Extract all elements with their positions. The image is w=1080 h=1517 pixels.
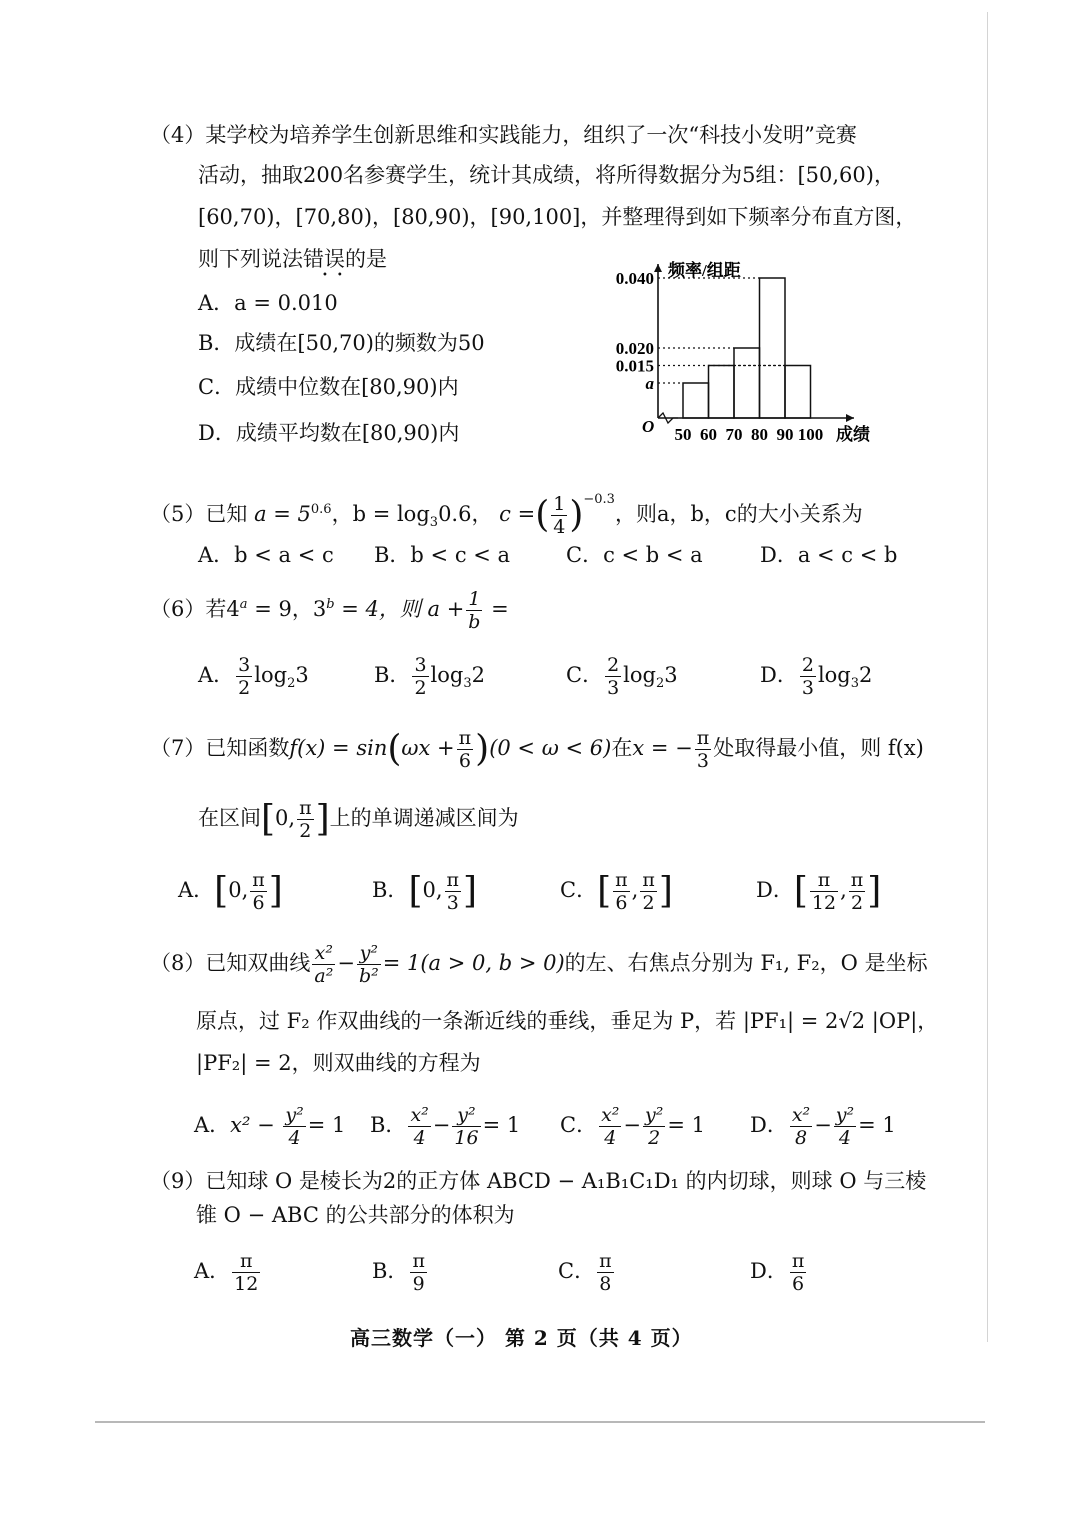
x-tick-label: 50: [674, 425, 692, 444]
fraction-numerator: y²: [285, 1104, 304, 1126]
q7-option-d: [756, 862, 881, 920]
fraction-numerator: π: [615, 869, 628, 891]
log-base: 2: [655, 676, 665, 692]
emphasis-dots: ••: [322, 270, 352, 281]
fraction-numerator: y²: [452, 1104, 480, 1127]
q8-stem-line-2: 原点，过 F₂ 作双曲线的一条渐近线的垂线，垂足为 P，若 |PF₁| = 2√2 |OP|，: [196, 1009, 939, 1033]
q7-function: f(x) = sin: [289, 736, 388, 760]
origin-label: O: [642, 417, 655, 436]
option-letter: C．: [560, 878, 598, 902]
fraction-numerator: 2: [607, 654, 620, 676]
interval-right-fraction: [250, 869, 267, 914]
option-equals: = 1: [307, 1113, 346, 1137]
fraction-numerator: y²: [645, 1104, 664, 1126]
minus: −: [432, 1113, 451, 1137]
option-equals: = 1: [858, 1113, 896, 1137]
option-letter: D．: [756, 878, 794, 902]
x-tick-label: 90: [776, 425, 794, 444]
y-tick-label: a: [645, 374, 654, 393]
q4-option-d: D．成绩平均数在[80,90)内: [198, 421, 460, 445]
option-fraction: [605, 654, 621, 699]
fraction-denominator: 12: [811, 892, 837, 914]
fraction-numerator: π: [599, 1250, 612, 1272]
q5-label: （5）: [150, 502, 206, 526]
option-letter: B．: [370, 1113, 407, 1137]
fraction-numerator: π: [810, 869, 838, 892]
q7-pi-over-3: [695, 727, 712, 772]
fraction-denominator: 4: [553, 516, 566, 538]
fraction-numerator: 3: [414, 654, 427, 676]
bracket-open: [: [597, 870, 612, 912]
q4-line-1: （4）某学校为培养学生创新思维和实践能力，组织了一次“科技小发明”竞赛: [150, 123, 857, 147]
fraction-numerator: π: [412, 1250, 425, 1272]
q7-tail-2: 上的单调递减区间为: [329, 806, 519, 830]
fraction-denominator: 2: [648, 1127, 661, 1149]
q6-exp-a: a: [239, 597, 248, 612]
q6-equals: =: [484, 597, 509, 621]
fraction-denominator: 2: [850, 892, 864, 914]
option-letter: A．: [194, 1259, 231, 1283]
option-letter: B．: [372, 878, 409, 902]
y-axis-label: 频率/组距: [668, 261, 741, 280]
bracket-close: ]: [463, 870, 478, 912]
x-axis-label: 成绩: [836, 425, 870, 444]
fraction-denominator: 16: [454, 1127, 479, 1149]
q6-option-c: [566, 650, 678, 709]
log-symbol: log: [817, 663, 851, 687]
interval-right-fraction: [640, 869, 657, 914]
option-equals: = 1: [482, 1113, 521, 1137]
fraction-numerator: x²: [791, 1104, 811, 1126]
q8-minus: −: [337, 951, 355, 975]
fraction-denominator: 4: [288, 1127, 301, 1149]
bracket-close: ]: [867, 870, 882, 912]
q7-option-b: [372, 862, 477, 920]
fraction-numerator: 2: [801, 654, 814, 676]
option-letter: B．: [374, 663, 411, 687]
page-footer: 高三数学（一） 第 2 页（共 4 页）: [350, 1326, 693, 1350]
fraction-numerator: 1: [466, 588, 482, 611]
option-x-fraction: [599, 1104, 621, 1149]
paren-close: ): [475, 728, 490, 770]
option-equals: = 1: [667, 1113, 706, 1137]
q5-known: 已知: [205, 502, 248, 526]
log-argument: 3: [664, 663, 678, 687]
q4-option-a: A．a = 0.010: [198, 291, 338, 315]
q7-option-c: [560, 862, 673, 920]
option-x-fraction: [408, 1104, 430, 1149]
q7-tail: 处取得最小值，则 f(x): [713, 736, 924, 760]
fraction-denominator: 8: [794, 1127, 808, 1149]
fraction-numerator: π: [642, 869, 655, 891]
q8-condition: = 1(a > 0, b > 0): [382, 951, 565, 975]
option-fraction: [800, 654, 816, 699]
fraction-numerator: π: [232, 1250, 260, 1273]
comma: ,: [631, 878, 639, 902]
q9-line-2: 锥 O − ABC 的公共部分的体积为: [196, 1203, 515, 1227]
option-letter: D．: [750, 1259, 788, 1283]
fraction-numerator: π: [446, 869, 460, 891]
log-base: 2: [287, 676, 296, 692]
interval-left: 0,: [228, 878, 249, 902]
q9-line-1: （9）已知球 O 是棱长为2的正方体 ABCD − A₁B₁C₁D₁ 的内切球，则球 O 与三棱: [150, 1169, 927, 1193]
q9-option-b: [372, 1246, 429, 1296]
fraction-numerator: 1: [553, 493, 566, 515]
log-argument: 2: [471, 663, 485, 687]
option-fraction: [412, 654, 428, 699]
paren-close: ): [569, 494, 584, 536]
option-letter: A．: [198, 663, 235, 687]
fraction-numerator: π: [696, 727, 710, 749]
fraction-denominator: 3: [801, 677, 814, 699]
fraction-denominator: 6: [458, 750, 471, 772]
fraction-numerator: 3: [238, 654, 251, 676]
q6-exp-b: b: [326, 597, 335, 612]
paren-open: (: [535, 494, 550, 536]
interval-right-fraction: [849, 869, 866, 914]
log-symbol: log: [623, 663, 656, 687]
option-fraction: [410, 1250, 427, 1295]
bracket-close: ]: [315, 798, 330, 840]
q5-option-a: A．b < a < c: [198, 543, 334, 567]
q9-option-a: [194, 1246, 262, 1296]
option-y-fraction: [452, 1104, 480, 1149]
interval-right-fraction: [445, 869, 462, 914]
bracket-open: [: [408, 870, 423, 912]
q7-x-eq: x = −: [632, 736, 693, 760]
histogram-bar: [734, 348, 760, 418]
q5-tail: ，则a，b，c的大小关系为: [614, 502, 863, 526]
fraction-numerator: π: [850, 869, 864, 891]
fraction-denominator: 2: [238, 677, 251, 699]
q5-c-def: c =: [499, 502, 536, 526]
fraction-denominator: 2: [642, 892, 655, 914]
fraction-numerator: x²: [410, 1104, 429, 1126]
q6-option-b: [374, 650, 485, 709]
log-argument: 2: [859, 663, 873, 687]
interval-left: 0,: [422, 878, 443, 902]
bracket-open: [: [214, 870, 229, 912]
y-tick-label: 0.015: [615, 356, 654, 376]
fraction-denominator: 2: [299, 820, 312, 842]
q7-pi-over-6: [457, 727, 474, 772]
q9-option-d: [750, 1246, 808, 1296]
q6-term-2: = 9，3: [247, 597, 327, 621]
fraction-denominator: 6: [252, 892, 265, 914]
q7-condition: (0 < ω < 6): [489, 736, 612, 760]
option-letter: C．: [566, 663, 604, 687]
log-base: 3: [850, 676, 860, 692]
y-axis-arrow: [654, 264, 662, 272]
fraction-denominator: 12: [234, 1273, 259, 1295]
fraction-denominator: 3: [446, 892, 459, 914]
fraction-numerator: y²: [835, 1104, 855, 1126]
page-edge-line: [987, 12, 988, 1342]
q6-stem: [150, 580, 509, 634]
log-base: 3: [463, 676, 472, 692]
q5-a-exp: 0.6: [310, 502, 332, 517]
fraction-numerator: x²: [601, 1104, 620, 1126]
q4-line-4: 则下列说法错误的是: [198, 247, 387, 271]
q8-option-d: [750, 1100, 896, 1150]
bracket-open: [: [261, 798, 276, 840]
q8-label: （8）已知双曲线: [150, 951, 311, 975]
q8-fraction-y: [357, 942, 381, 987]
histogram-bar: [760, 278, 786, 418]
q6-option-a: [198, 650, 309, 709]
fraction-numerator: π: [252, 869, 265, 891]
q7-pi-over-2: [297, 797, 314, 842]
q4-option-c: C．成绩中位数在[80,90)内: [198, 375, 459, 399]
q8-tail: 的左、右焦点分别为 F₁, F₂，O 是坐标: [564, 951, 928, 975]
x-tick-label: 60: [700, 425, 717, 444]
q8-fraction-x: [312, 942, 335, 987]
log-symbol: log: [254, 663, 288, 687]
log-symbol: log: [430, 663, 464, 687]
minus: −: [814, 1113, 832, 1137]
fraction-denominator: 6: [792, 1273, 805, 1295]
option-letter: C．: [558, 1259, 596, 1283]
q5-b-base: 3: [429, 515, 439, 531]
option-x-fraction: [790, 1104, 812, 1149]
q4-option-b: B．成绩在[50,70)的频数为50: [198, 331, 485, 355]
fraction-denominator: 3: [696, 750, 709, 772]
x-tick-label: 80: [751, 425, 768, 444]
q6-option-d: [760, 650, 872, 709]
fraction-denominator: b²: [358, 965, 379, 987]
fraction-denominator: 3: [607, 677, 620, 699]
fraction-denominator: 2: [414, 677, 427, 699]
histogram-bar: [785, 366, 811, 419]
q5-a-def: a = 5: [254, 502, 311, 526]
fraction-numerator: π: [299, 797, 312, 819]
q8-option-c: [560, 1100, 705, 1150]
q5-c-fraction: [551, 493, 567, 538]
bracket-open: [: [793, 870, 808, 912]
fraction-numerator: π: [458, 727, 472, 749]
bracket-close: ]: [658, 870, 673, 912]
bottom-rule: [95, 1421, 985, 1423]
option-letter: C．: [560, 1113, 598, 1137]
fraction-numerator: π: [791, 1250, 805, 1272]
q8-stem-line-3: |PF₂| = 2，则双曲线的方程为: [196, 1051, 481, 1075]
fraction-denominator: 9: [412, 1273, 425, 1295]
q7-stem-line-1: [150, 720, 924, 778]
log-argument: 3: [295, 663, 309, 687]
q8-stem-line-1: [150, 935, 928, 991]
option-letter: A．: [194, 1113, 231, 1137]
option-y-fraction: [834, 1104, 856, 1149]
q6-term-1: 4: [226, 597, 240, 621]
option-letter: D．: [760, 663, 798, 687]
option-letter: A．: [178, 878, 215, 902]
histogram-bar: [683, 383, 709, 418]
interval-left-fraction: [810, 869, 838, 914]
fraction-denominator: 4: [413, 1127, 426, 1149]
fraction-denominator: 8: [599, 1273, 612, 1295]
q7-at: 在: [611, 736, 633, 760]
q7-label: （7）已知函数: [150, 736, 290, 760]
q4-line-2: 活动，抽取200名参赛学生，统计其成绩，将所得数据分为5组：[50,60)，: [198, 163, 895, 187]
x-axis-arrow: [846, 414, 854, 422]
q5-option-b: B．b < c < a: [374, 543, 511, 567]
option-y-fraction: [643, 1104, 665, 1149]
q5-b-def: ，b = log: [331, 502, 430, 526]
q7-interval-text: 在区间: [198, 806, 261, 830]
fraction-denominator: 4: [838, 1127, 852, 1149]
option-lead: x² −: [230, 1113, 282, 1137]
q4-line-3: [60,70)，[70,80)，[80,90)，[90,100]，并整理得到如下频率分布直方图，: [198, 205, 917, 229]
q6-fraction: [466, 588, 482, 633]
interval-left-fraction: [613, 869, 630, 914]
bracket-close: ]: [268, 870, 283, 912]
option-fraction: [232, 1250, 260, 1295]
fraction-denominator: 4: [604, 1127, 617, 1149]
y-tick-label: 0.040: [615, 269, 654, 288]
q6-label: （6）若: [150, 597, 227, 621]
q5-c-exp: −0.3: [583, 492, 615, 507]
q9-option-c: [558, 1246, 616, 1296]
option-fraction: [790, 1250, 807, 1295]
fraction-denominator: 6: [615, 892, 628, 914]
option-fraction: [236, 654, 252, 699]
minus: −: [623, 1113, 642, 1137]
option-letter: D．: [750, 1113, 788, 1137]
q7-option-a: [178, 862, 283, 920]
fraction-numerator: y²: [357, 942, 381, 965]
q8-option-b: [370, 1100, 520, 1150]
x-tick-label: 100: [797, 425, 824, 444]
q6-term-3: = 4，则 a +: [334, 597, 465, 621]
q5-b-arg: 0.6，: [438, 502, 493, 526]
q7-inner: ωx +: [401, 736, 455, 760]
fraction-numerator: x²: [312, 942, 335, 965]
x-tick-label: 70: [725, 425, 743, 444]
option-fraction: [597, 1250, 614, 1295]
q5-option-c: C．c < b < a: [566, 543, 703, 567]
option-y-fraction: [283, 1104, 305, 1149]
frequency-histogram: [596, 252, 886, 452]
comma: ,: [840, 878, 847, 902]
q8-option-a: [194, 1100, 345, 1150]
q7-stem-line-2: [198, 790, 519, 848]
fraction-denominator: b: [468, 611, 481, 633]
q5-option-d: D．a < c < b: [760, 543, 898, 567]
option-letter: B．: [372, 1259, 409, 1283]
y-tick-label: 0.020: [615, 339, 654, 358]
fraction-denominator: a²: [314, 965, 334, 987]
q7-interval-left: 0,: [275, 806, 296, 830]
histogram-bar: [709, 366, 735, 419]
paren-open: (: [387, 728, 402, 770]
